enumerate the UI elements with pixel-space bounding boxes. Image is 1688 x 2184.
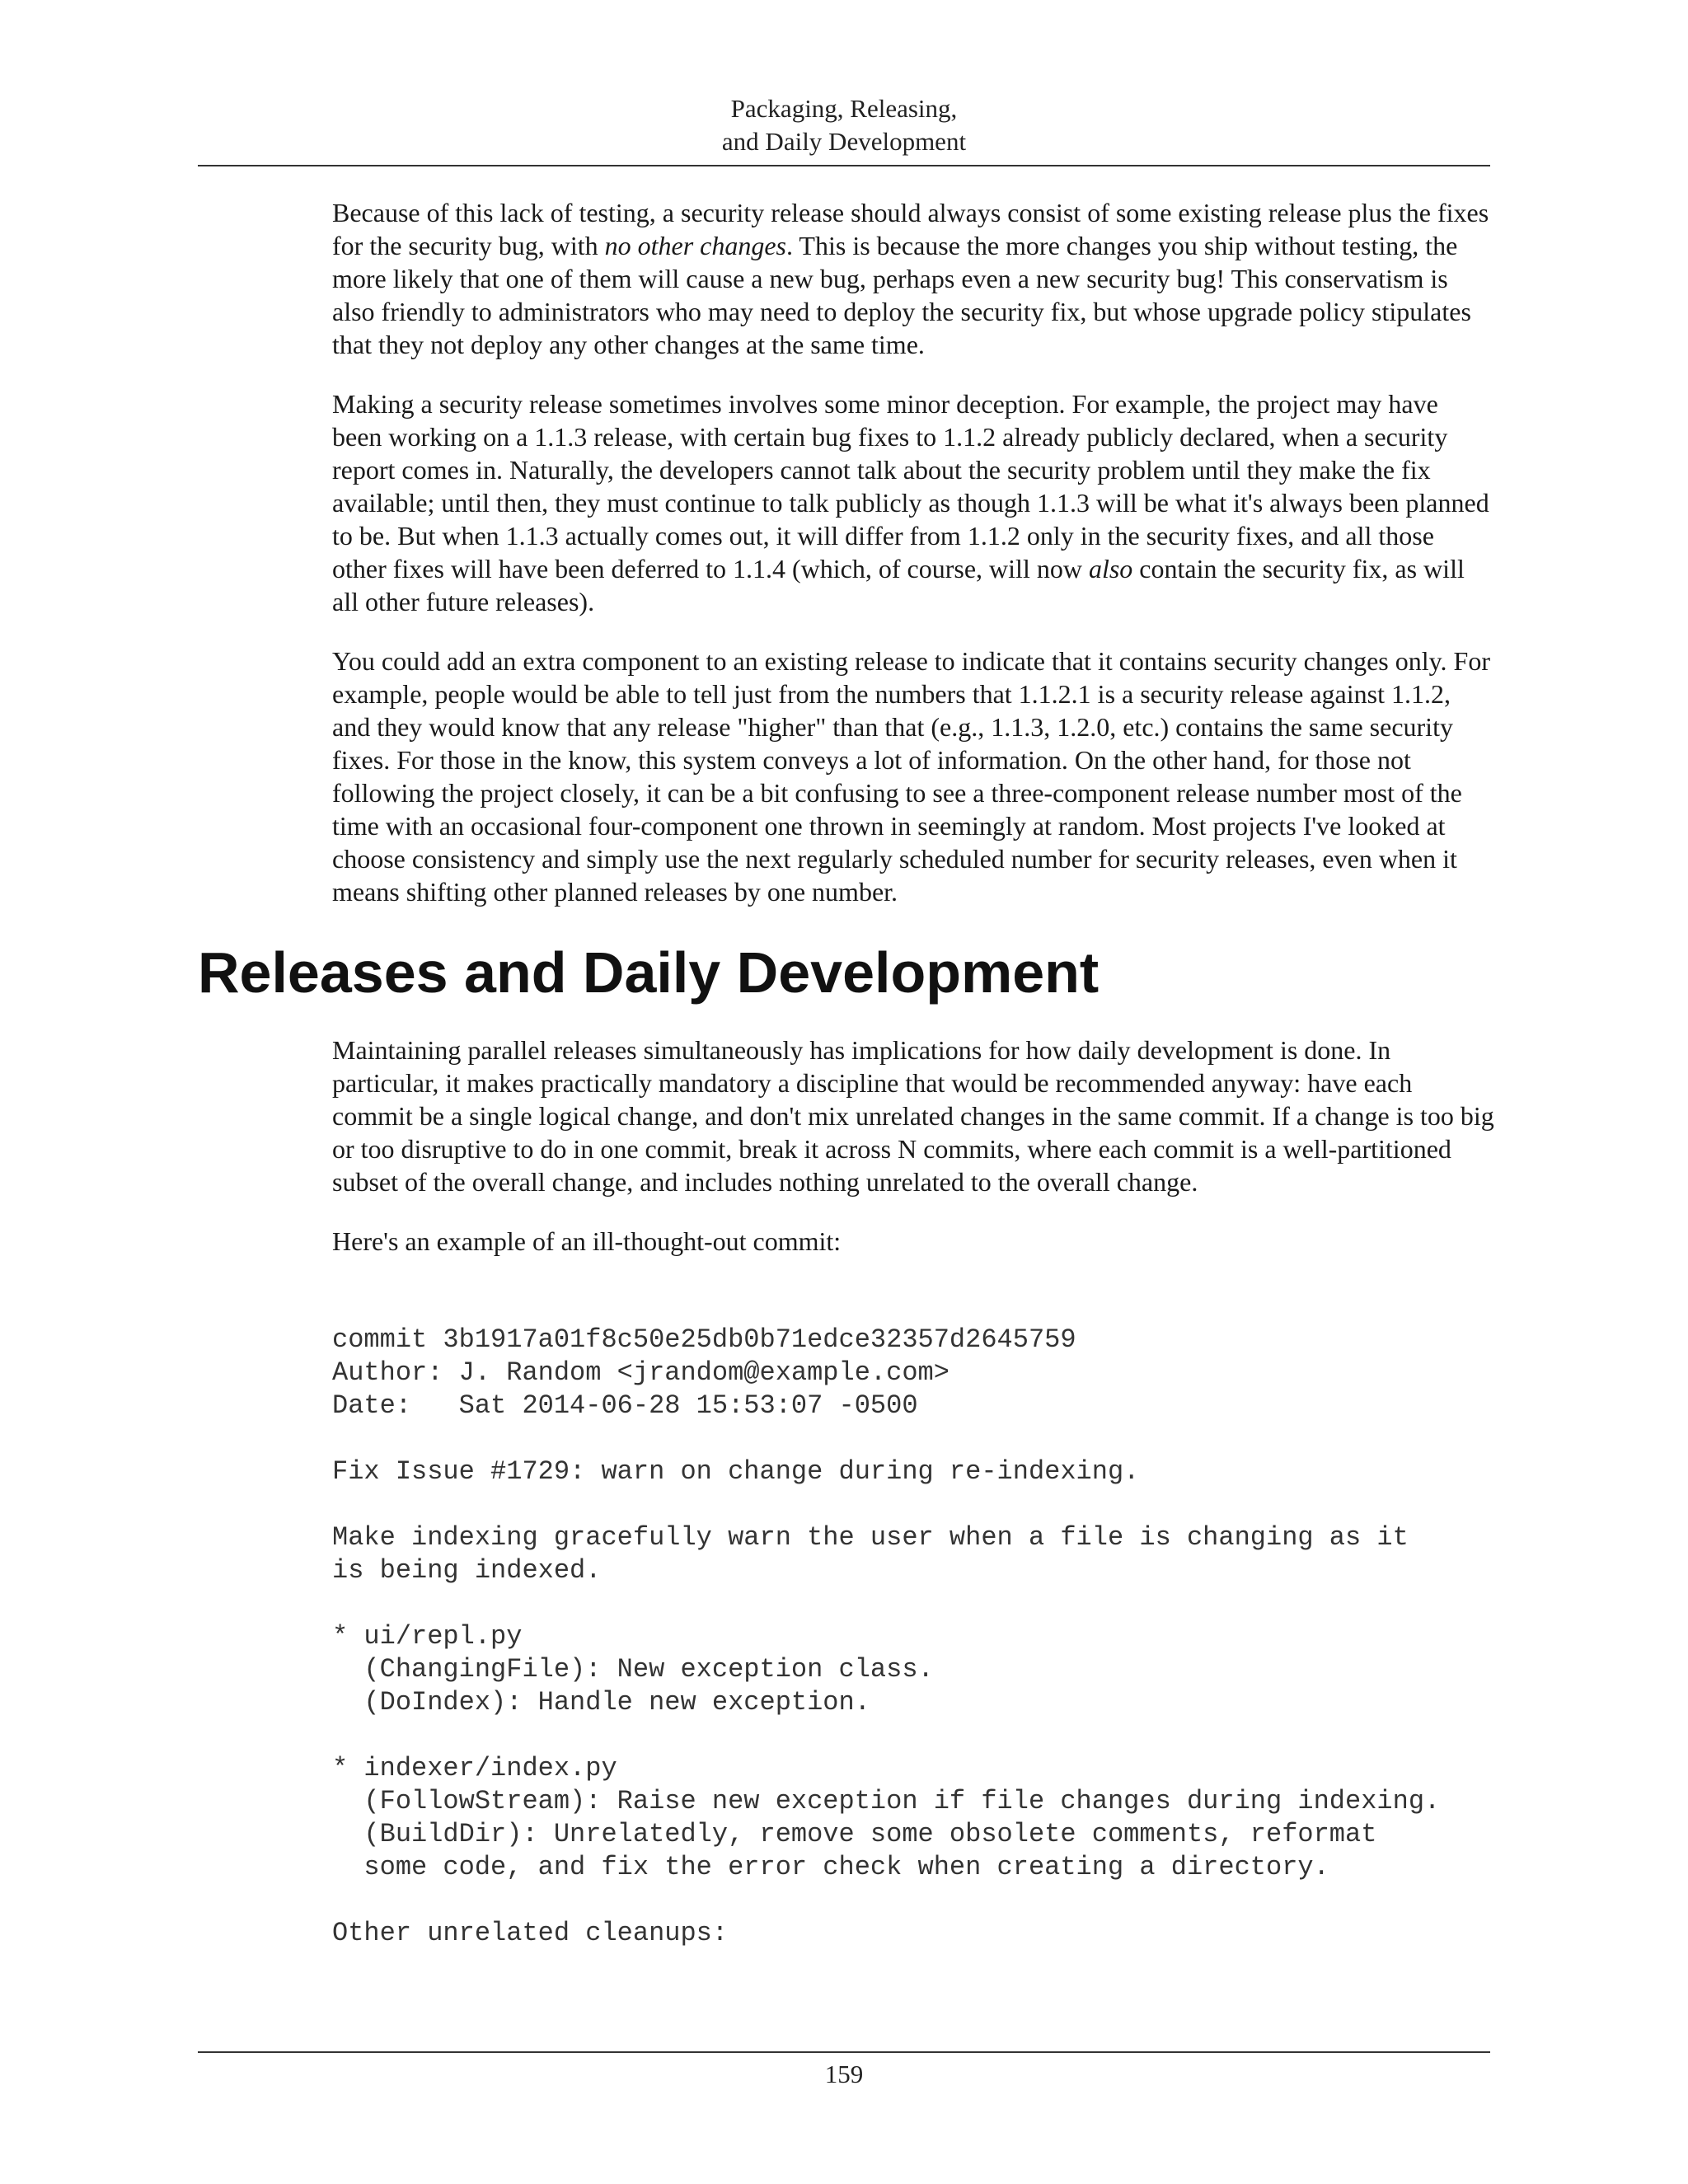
paragraph-security-release: Because of this lack of testing, a security release should always consist of some existing release plus the fixes for the security bug, with no other changes. This is because the more changes you ship without testing, the more likely that one of them will cause a new bug, perhaps even a new security bug! This conservatism is also friendly to administrators who may need to deploy the security fix, but whose upgrade policy stipulates that they not deploy any other changes at the same time. xyxy=(332,198,1489,359)
paragraph-deception: Making a security release sometimes involves some minor deception. For example, the project may have been working on a 1.1.3 release, with certain bug fixes to 1.1.2 already publicly declared, when a security report comes in. Naturally, the developers cannot talk about the security problem until they make the fix available; until then, they must continue to talk publicly as though 1.1.3 will be what it's always been planned to be. But when 1.1.3 actually comes out, it will differ from 1.1.2 only in the security fixes, and all those other fixes will have been deferred to 1.1.4 (which, of course, will now also contain the security fix, as will all other future releases). xyxy=(332,389,1489,616)
running-header xyxy=(198,92,1490,158)
running-header-line-2: and Daily Development xyxy=(721,127,967,156)
header-divider xyxy=(198,165,1490,166)
code-line: Author: J. Random <jrandom@example.com> xyxy=(332,1357,950,1388)
paragraph-extra-component: You could add an extra component to an existing release to indicate that it contains security changes only. For example, people would be able to tell just from the numbers that 1.1.2.1 is a security release against 1.1.2, and they would know that any release "higher" than that (e.g., 1.1.3, 1.2.0, etc.) contains the same security fixes. For those in the know, this system conveys a lot of information. On the other hand, for those not following the project closely, it can be a bit confusing to see a three-component release number most of the time with an occasional four-component one thrown in seemingly at random. Most projects I've looked at choose consistency and simply use the next regularly scheduled number for security releases, even when it means shifting other planned releases by one number. xyxy=(332,646,1490,907)
code-line: (DoIndex): Handle new exception. xyxy=(332,1687,870,1718)
code-line: (BuildDir): Unrelatedly, remove some obsolete comments, reformat xyxy=(332,1819,1377,1849)
code-line: Other unrelated cleanups: xyxy=(332,1918,729,1948)
footer-divider xyxy=(198,2051,1490,2053)
code-line: is being indexed. xyxy=(332,1555,602,1586)
paragraph-parallel-releases: Maintaining parallel releases simultaneously has implications for how daily development is done. In particular, it makes practically mandatory a discipline that would be recommended anyway: have each commit be a single logical change, and don't mix unrelated changes in the same commit. If a change is too big or too disruptive to do in one commit, break it across N commits, where each commit is a well-partitioned subset of the overall change, and includes nothing unrelated to the overall change. xyxy=(332,1035,1494,1197)
code-line: Make indexing gracefully warn the user when a file is changing as it xyxy=(332,1522,1409,1553)
code-line: (FollowStream): Raise new exception if file changes during indexing. xyxy=(332,1786,1441,1816)
page-number: 159 xyxy=(824,2060,864,2088)
code-listing xyxy=(332,1324,1440,1950)
code-line: some code, and fix the error check when creating a directory. xyxy=(332,1852,1329,1882)
emphasis-text: also xyxy=(1088,554,1133,583)
emphasis-text: no other changes xyxy=(604,231,786,260)
code-line: * indexer/index.py xyxy=(332,1753,617,1783)
intro-text-block xyxy=(332,196,1494,935)
section-text-block xyxy=(332,1033,1494,1284)
code-line: commit 3b1917a01f8c50e25db0b71edce32357d2645759 xyxy=(332,1324,1076,1355)
code-line: Date: Sat 2014-06-28 15:53:07 -0500 xyxy=(332,1390,918,1421)
code-line: * ui/repl.py xyxy=(332,1621,523,1652)
section-heading: Releases and Daily Development xyxy=(198,940,1100,1005)
running-header-line-1: Packaging, Releasing, xyxy=(730,94,958,123)
code-line: (ChangingFile): New exception class. xyxy=(332,1654,934,1685)
code-line: Fix Issue #1729: warn on change during re-indexing. xyxy=(332,1456,1140,1487)
paragraph-example-intro: Here's an example of an ill-thought-out commit: xyxy=(332,1226,842,1256)
